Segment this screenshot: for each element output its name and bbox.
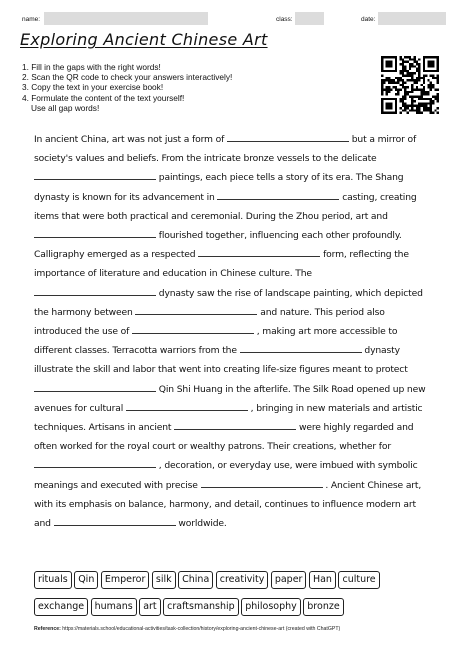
text-segment: Qin Shi Huang in the afterlife. The Silk Road opened up new avenues for cultural (34, 383, 426, 414)
reference-label: Reference: (34, 626, 61, 632)
gap-blank[interactable] (227, 132, 349, 142)
reference-link[interactable]: https://materials.school/educational-activities/task-collection/history/exploring-ancient-chinese-art (created with ChatGPT) (62, 626, 341, 632)
gap-blank[interactable] (34, 458, 156, 468)
text-segment: and nature. This period also introduced the use of (34, 306, 385, 338)
gap-blank[interactable] (34, 286, 156, 296)
word-bank-chip[interactable]: art (139, 598, 160, 616)
gap-blank[interactable] (174, 420, 296, 430)
text-segment: but a mirror of society's values and beliefs. From the intricate bronze vessels to the delicate (34, 134, 417, 165)
word-bank-chip[interactable]: China (178, 571, 213, 589)
name-field[interactable] (44, 12, 208, 25)
word-bank-chip[interactable]: humans (91, 598, 137, 616)
text-segment: were highly regarded and often worked for the royal court or wealthy patrons. Their creations, whether for (34, 422, 414, 453)
word-bank-chip[interactable]: Qin (74, 571, 98, 589)
text-segment: dynasty saw the rise of landscape painting, which depicted the harmony between (34, 287, 423, 318)
word-bank-chip[interactable]: Han (309, 571, 336, 589)
word-bank-chip[interactable]: philosophy (241, 598, 301, 616)
text-segment: flourished together, influencing each other profoundly. Calligraphy emerged as a respected (34, 230, 402, 261)
gap-blank[interactable] (132, 324, 254, 334)
gap-blank[interactable] (201, 478, 323, 488)
text-segment: , bringing in new materials and artistic techniques. Artisans in ancient (34, 402, 423, 434)
instruction-item: 2. Scan the QR code to check your answers interactively! (22, 72, 233, 83)
instruction-item: 4. Formulate the content of the text yourself! (22, 92, 185, 103)
text-segment: , making art more accessible to different classes. Terracotta warriors from the (34, 326, 398, 357)
text-segment: worldwide. (178, 518, 227, 530)
instruction-item: 1. Fill in the gaps with the right words! (22, 62, 161, 72)
word-bank-chip[interactable]: bronze (303, 598, 343, 616)
qr-code-icon[interactable] (381, 56, 439, 114)
text-segment: In ancient China, art was not just a form of (34, 134, 225, 145)
text-segment: form, reflecting the importance of literature and education in Chinese culture. The (34, 249, 409, 280)
gap-blank[interactable] (34, 228, 156, 238)
word-bank-chip[interactable]: creativity (216, 571, 269, 589)
gap-blank[interactable] (240, 343, 362, 353)
gap-blank[interactable] (34, 170, 156, 180)
page-title: Exploring Ancient Chinese Art (20, 30, 268, 49)
worksheet-header (22, 11, 446, 27)
word-bank-row (34, 569, 430, 589)
word-bank-row (34, 596, 430, 616)
text-segment: casting, creating items that were both practical and ceremonial. During the Zhou period, art and (34, 191, 417, 222)
reference-line (34, 626, 340, 632)
word-bank-chip[interactable]: paper (271, 571, 307, 589)
gap-text-paragraph (34, 130, 428, 533)
text-segment: . Ancient Chinese art, with its emphasis on balance, harmony, and detail, continues to influence modern art and (34, 479, 422, 530)
instruction-item: Use all gap words! (31, 102, 100, 113)
word-bank-chip[interactable]: craftsmanship (163, 598, 239, 616)
instructions-list (22, 62, 352, 113)
gap-blank[interactable] (217, 190, 339, 200)
class-field[interactable] (295, 12, 324, 25)
date-label: date: (361, 16, 376, 23)
text-segment: paintings, each piece tells a story of its era. The Shang dynasty is known for its advancement in (34, 172, 404, 203)
gap-blank[interactable] (54, 516, 176, 526)
gap-blank[interactable] (34, 382, 156, 392)
text-segment: dynasty illustrate the skill and labor that went into creating life-size figures meant to protect (34, 345, 408, 376)
class-label: class: (276, 16, 293, 23)
word-bank-chip[interactable]: culture (338, 571, 379, 589)
word-bank-chip[interactable]: silk (152, 571, 176, 589)
gap-blank[interactable] (126, 401, 248, 411)
text-segment: , decoration, or everyday use, were imbued with symbolic meanings and executed with precise (34, 460, 418, 491)
instruction-item: 3. Copy the text in your exercise book! (22, 82, 164, 93)
date-field[interactable] (378, 12, 446, 25)
gap-blank[interactable] (135, 305, 257, 315)
word-bank-chip[interactable]: rituals (34, 571, 72, 589)
word-bank-chip[interactable]: Emperor (101, 571, 150, 589)
gap-blank[interactable] (198, 247, 320, 257)
word-bank-chip[interactable]: exchange (34, 598, 88, 616)
name-label: name: (22, 16, 41, 23)
